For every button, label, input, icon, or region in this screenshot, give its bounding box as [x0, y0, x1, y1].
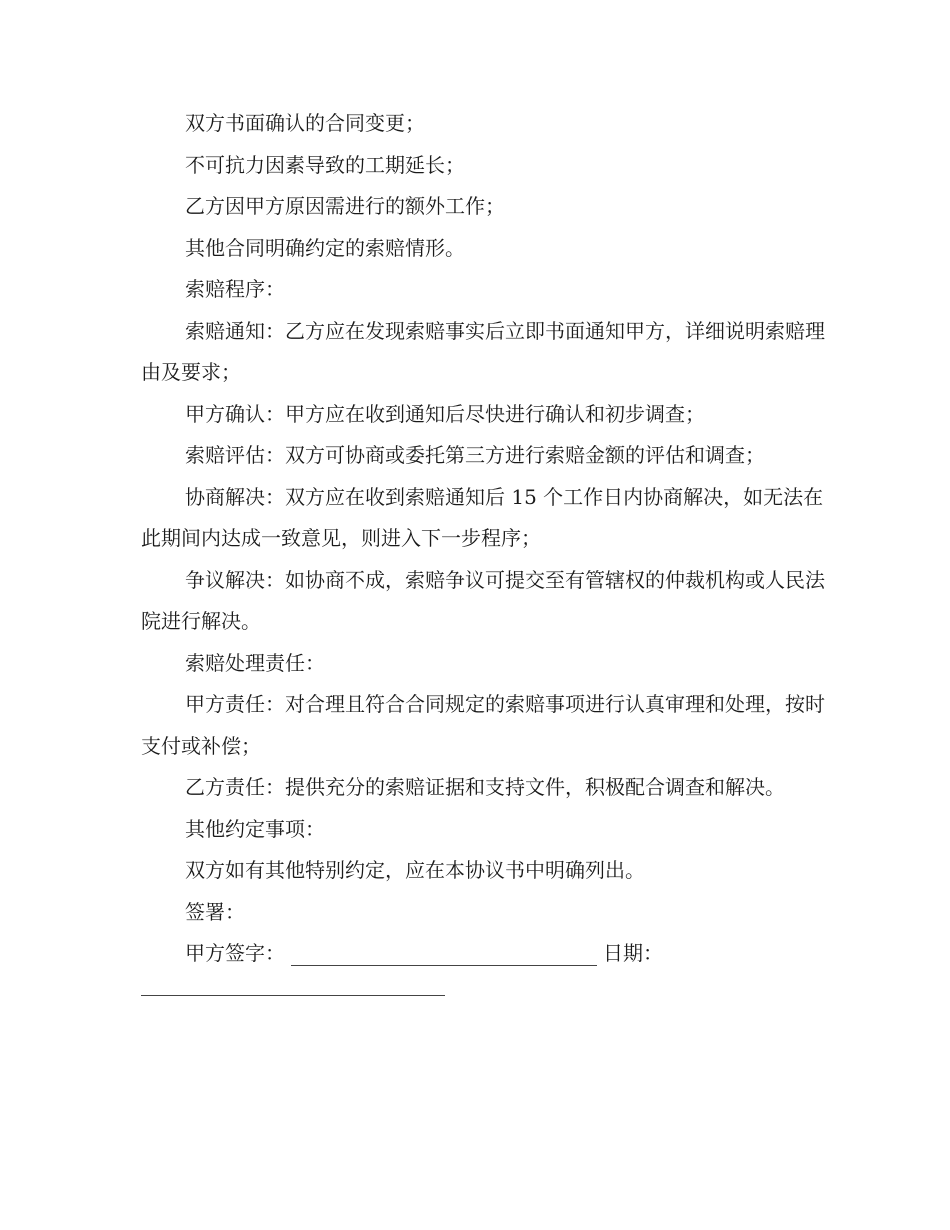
document-body — [141, 103, 831, 996]
paragraph-other-claims: 其他合同明确约定的索赔情形。 — [185, 235, 465, 260]
paragraph-party-b-responsibility: 乙方责任：提供充分的索赔证据和支持文件，积极配合调查和解决。 — [185, 775, 785, 799]
date-blank — [141, 975, 445, 996]
party-a-signature-blank — [291, 945, 597, 966]
signature-line — [141, 933, 831, 975]
section-heading-other-matters: 其他约定事项： — [185, 816, 325, 841]
paragraph-dispute-resolution: 争议解决：如协商不成，索赔争议可提交至有管辖权的仲裁机构或人民法院进行解决。 — [141, 567, 825, 633]
paragraph-contract-change: 双方书面确认的合同变更； — [185, 111, 425, 135]
paragraph-claim-notice: 索赔通知：乙方应在发现索赔事实后立即书面通知甲方，详细说明索赔理由及要求； — [141, 318, 825, 384]
paragraph-extra-work: 乙方因甲方原因需进行的额外工作； — [185, 194, 505, 218]
paragraph-negotiation: 协商解决：双方应在收到索赔通知后 15 个工作日内协商解决，如无法在此期间内达成一致意见，则进入下一步程序； — [141, 484, 824, 550]
section-heading-claim-responsibility: 索赔处理责任： — [185, 650, 325, 675]
date-label: 日期： — [603, 941, 663, 965]
section-heading-claim-procedure: 索赔程序： — [185, 277, 285, 301]
paragraph-claim-evaluation: 索赔评估：双方可协商或委托第三方进行索赔金额的评估和调查； — [185, 443, 765, 467]
paragraph-special-agreements: 双方如有其他特别约定，应在本协议书中明确列出。 — [185, 858, 645, 882]
paragraph-force-majeure: 不可抗力因素导致的工期延长； — [185, 152, 465, 177]
paragraph-party-a-responsibility: 甲方责任：对合理且符合合同规定的索赔事项进行认真审理和处理，按时支付或补偿； — [141, 692, 825, 758]
section-heading-signing: 签署： — [185, 899, 245, 924]
party-a-signature-label: 甲方签字： — [185, 941, 285, 965]
paragraph-party-a-confirmation: 甲方确认：甲方应在收到通知后尽快进行确认和初步调查； — [185, 401, 705, 426]
